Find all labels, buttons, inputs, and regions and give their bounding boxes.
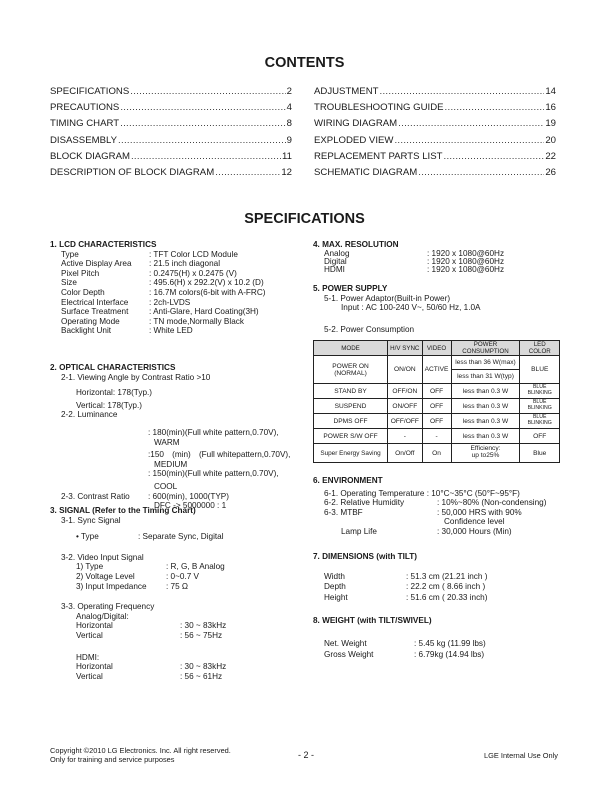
environment-section	[313, 476, 563, 537]
mode-cell: SUSPEND	[314, 399, 388, 414]
luminance-label: 2-2. Luminance	[61, 410, 118, 420]
signal-section	[50, 506, 312, 681]
toc-page: 2	[286, 86, 292, 97]
spec-value: : Separate Sync, Digital	[138, 532, 224, 542]
power-cell: less than 0.3 W	[451, 429, 520, 444]
spec-value: : 16.7M colors(6-bit with A-FRC)	[149, 287, 266, 297]
dimensions-section	[313, 552, 563, 603]
spec-key: Gross Weight	[324, 649, 374, 659]
toc-page: 20	[545, 134, 556, 146]
spec-key: Size	[61, 278, 77, 288]
spec-row	[324, 266, 563, 274]
spec-row	[324, 638, 563, 649]
spec-key: Surface Treatment	[61, 307, 129, 317]
viewing-angle: 2-1. Viewing Angle by Contrast Ratio >10	[61, 372, 211, 382]
toc-right	[314, 84, 556, 181]
spec-key: Electrical Interface	[61, 297, 129, 307]
sync-cell: ON/ON	[388, 356, 423, 384]
spec-value: : 10%~80% (Non-condensing)	[437, 498, 547, 508]
spec-key: Lamp Life	[341, 526, 377, 536]
power-consumption: 5-2. Power Consumption	[324, 324, 415, 334]
spec-key: 3) Input Impedance	[76, 581, 147, 591]
power-cell: less than 0.3 W	[451, 414, 520, 429]
mode-cell: POWER S/W OFF	[314, 429, 388, 444]
power-cell	[451, 444, 520, 463]
led-cell: BLUE	[520, 356, 560, 384]
luminance-warm: : 180(min)(Full white pattern,0.70V),	[148, 427, 279, 437]
video-cell: On	[422, 444, 451, 463]
toc-entry[interactable]	[50, 100, 292, 116]
toc-label: REPLACEMENT PARTS LIST	[314, 150, 443, 162]
efficiency-label: Efficiency:	[470, 445, 501, 453]
dimensions-heading: 7. DIMENSIONS (with TILT)	[313, 552, 418, 561]
spec-key: Color Depth	[61, 287, 105, 297]
spec-row	[61, 307, 312, 317]
efficiency-value: up to25%	[471, 452, 500, 459]
contents-title: CONTENTS	[264, 55, 345, 71]
spec-value: : 0.2475(H) x 0.2475 (V)	[149, 268, 237, 278]
power-cell: less than 0.3 W	[451, 399, 520, 414]
luminance-cool-label: COOL	[154, 481, 178, 491]
led-cell: Blue	[520, 444, 560, 463]
table-row	[314, 384, 560, 399]
spec-row	[61, 278, 312, 288]
sync-signal: 3-1. Sync Signal	[61, 515, 121, 525]
table-header: MODE	[314, 341, 388, 356]
mode-cell: Super Energy Saving	[314, 444, 388, 463]
spec-row	[50, 662, 312, 672]
toc-label: DISASSEMBLY	[50, 134, 118, 146]
led-cell: BLUE BLINKING	[520, 414, 560, 429]
toc-page: 14	[545, 86, 556, 97]
power-heading: 5. POWER SUPPLY	[313, 284, 388, 293]
toc-entry[interactable]	[50, 84, 292, 100]
spec-row	[61, 259, 312, 269]
toc-label: ADJUSTMENT	[314, 86, 379, 97]
environment-heading: 6. ENVIRONMENT	[313, 476, 383, 485]
spec-value: : 56 ~ 75Hz	[180, 630, 223, 640]
mode-cell: DPMS OFF	[314, 414, 388, 429]
spec-row	[313, 527, 563, 537]
spec-row	[313, 508, 563, 518]
toc-label: SPECIFICATIONS	[50, 86, 130, 97]
toc-entry[interactable]	[314, 149, 556, 165]
spec-value: : Anti-Glare, Hard Coating(3H)	[149, 307, 259, 317]
page-number: - 2 -	[297, 750, 314, 760]
led-cell: BLUE BLINKING	[520, 384, 560, 399]
signal-heading: 3. SIGNAL (Refer to the Timing Chart)	[50, 506, 196, 515]
mode-cell: POWER ON (NORMAL)	[314, 356, 388, 384]
toc-entry[interactable]	[314, 165, 556, 181]
spec-value: : 0~0.7 V	[166, 571, 200, 581]
table-row	[314, 399, 560, 414]
toc-label: TIMING CHART	[50, 118, 120, 130]
power-adaptor: 5-1. Power Adaptor(Built-in Power)	[324, 293, 451, 303]
spec-row	[61, 317, 312, 327]
mode-cell: STAND BY	[314, 384, 388, 399]
toc-left	[50, 84, 292, 181]
video-input: 3-2. Video Input Signal	[61, 552, 144, 562]
contrast-dfc: DFC -> 5000000 : 1	[154, 501, 227, 511]
video-cell: OFF	[422, 414, 451, 429]
optical-section	[50, 363, 312, 511]
resolution-heading: 4. MAX. RESOLUTION	[313, 240, 399, 249]
spec-value: : 1920 x 1080@60Hz	[427, 257, 505, 266]
table-row	[314, 429, 560, 444]
toc-label: WIRING DIAGRAM	[314, 118, 398, 130]
spec-row	[61, 288, 312, 298]
toc-page: 16	[545, 102, 556, 114]
spec-key: Horizontal	[76, 621, 113, 631]
led-cell: OFF	[520, 429, 560, 444]
spec-key: Analog	[324, 248, 350, 258]
luminance-warm-label: WARM	[154, 437, 180, 447]
sync-cell: -	[388, 429, 423, 444]
spec-key: Width	[324, 571, 345, 581]
spec-row	[324, 593, 563, 604]
spec-key: Backlight Unit	[61, 326, 112, 336]
toc-entry[interactable]	[314, 84, 556, 100]
spec-row	[61, 269, 312, 279]
spec-key: Vertical	[76, 630, 103, 640]
copyright-text: Copyright ©2010 LG Electronics. Inc. All right reserved.	[50, 746, 231, 755]
toc-page: 19	[545, 118, 556, 130]
toc-label: EXPLODED VIEW	[314, 134, 394, 146]
spec-value: : 2ch-LVDS	[149, 297, 191, 307]
toc-label: BLOCK DIAGRAM	[50, 150, 130, 162]
resolution-section	[313, 240, 563, 275]
spec-value: : 51.6 cm ( 20.33 inch)	[406, 592, 488, 602]
operating-temperature: 6-1. Operating Temperature : 10°C~35°C (50°F~95°F)	[324, 488, 520, 498]
video-cell: -	[422, 429, 451, 444]
spec-row	[61, 298, 312, 308]
luminance-medium: :150 (min) (Full whitepattern,0.70V),	[148, 450, 291, 460]
spec-row	[313, 498, 563, 508]
spec-value: : 6.79kg (14.94 lbs)	[414, 649, 485, 659]
spec-key: Depth	[324, 582, 346, 592]
spec-key: Type	[61, 249, 79, 259]
spec-value: : 50,000 HRS with 90%	[437, 507, 522, 517]
spec-row	[324, 649, 563, 660]
power-cell: less than 36 W(max)	[451, 356, 520, 370]
optical-heading: 2. OPTICAL CHARACTERISTICS	[50, 363, 176, 372]
toc-page: 8	[286, 118, 292, 130]
vertical-angle: Vertical: 178(Typ.)	[76, 400, 142, 410]
toc-label: SCHEMATIC DIAGRAM	[314, 167, 418, 179]
luminance-cool: : 150(min)(Full white pattern,0.70V),	[148, 469, 279, 479]
power-section	[313, 284, 563, 334]
spec-row	[76, 572, 312, 582]
spec-key: • Type	[76, 532, 99, 542]
toc-entry[interactable]	[50, 149, 292, 165]
spec-row	[61, 326, 312, 336]
spec-row	[76, 582, 312, 592]
toc-page: 4	[286, 102, 292, 114]
spec-value: : 600(min), 1000(TYP)	[148, 491, 229, 501]
luminance-medium-label: MEDIUM	[154, 459, 188, 469]
spec-key: 2-3. Contrast Ratio	[61, 491, 130, 501]
spec-key: Horizontal	[76, 662, 113, 672]
power-consumption-table	[313, 340, 560, 463]
toc-label: DESCRIPTION OF BLOCK DIAGRAM	[50, 167, 215, 179]
led-cell: BLUE BLINKING	[520, 399, 560, 414]
toc-label: TROUBLESHOOTING GUIDE	[314, 102, 444, 114]
horizontal-angle: Horizontal: 178(Typ.)	[76, 388, 152, 398]
spec-value: : 1920 x 1080@60Hz	[427, 265, 505, 275]
power-cell: less than 31 W(typ)	[451, 370, 520, 384]
video-cell: ACTIVE	[422, 356, 451, 384]
spec-value: : TN mode,Normally Black	[149, 316, 244, 326]
toc-page: 11	[282, 150, 292, 162]
table-header: LED COLOR	[520, 341, 560, 356]
table-row	[314, 414, 560, 429]
toc-page: 12	[281, 167, 292, 179]
spec-key: Digital	[324, 257, 347, 266]
spec-value: : White LED	[149, 326, 193, 336]
spec-value: : 30,000 Hours (Min)	[437, 526, 512, 536]
spec-key: Height	[324, 592, 348, 602]
toc-entry[interactable]	[314, 116, 556, 132]
toc-entry[interactable]	[314, 100, 556, 116]
spec-value: : 56 ~ 61Hz	[180, 671, 223, 681]
table-header-row	[314, 341, 560, 356]
toc-label: PRECAUTIONS	[50, 102, 120, 114]
spec-key: 1) Type	[76, 562, 104, 572]
spec-row	[324, 572, 563, 583]
spec-row	[76, 562, 312, 572]
training-text: Only for training and service purposes	[50, 754, 175, 764]
spec-value: : TFT Color LCD Module	[149, 249, 238, 259]
spec-value: : 21.5 inch diagonal	[149, 259, 221, 269]
toc-entry[interactable]	[50, 165, 292, 181]
spec-value: : 5.45 kg (11.99 lbs)	[414, 638, 486, 648]
table-header: POWER CONSUMPTION	[451, 341, 520, 356]
spec-row	[324, 582, 563, 593]
toc-entry[interactable]	[314, 133, 556, 149]
spec-value: : 75 Ω	[166, 581, 189, 591]
weight-section	[313, 616, 563, 660]
table-header: VIDEO	[422, 341, 451, 356]
lcd-section	[50, 240, 312, 336]
spec-key: 6-2. Relative Humidity	[324, 498, 405, 508]
spec-row	[61, 250, 312, 260]
table-row	[314, 356, 560, 370]
toc-page: 26	[545, 167, 556, 179]
spec-value: : 22.2 cm ( 8.66 inch )	[406, 582, 486, 592]
confidence-level: Confidence level	[444, 517, 505, 527]
spec-row	[50, 621, 312, 631]
sync-cell: OFF/ON	[388, 384, 423, 399]
spec-key: Pixel Pitch	[61, 268, 100, 278]
table-header: H/V SYNC	[388, 341, 423, 356]
toc-page: 9	[286, 134, 292, 146]
spec-value: : 51.3 cm (21.21 inch )	[406, 571, 488, 581]
sync-cell: ON/OFF	[388, 399, 423, 414]
spec-value: : R, G, B Analog	[166, 562, 225, 572]
sync-cell: OFF/OFF	[388, 414, 423, 429]
specifications-title: SPECIFICATIONS	[244, 211, 365, 227]
spec-value: : 495.6(H) x 292.2(V) x 10.2 (D)	[149, 278, 264, 288]
video-cell: OFF	[422, 384, 451, 399]
spec-key: Net. Weight	[324, 638, 367, 648]
power-input: Input : AC 100-240 V~, 50/60 Hz, 1.0A	[341, 303, 481, 313]
toc-entry[interactable]	[50, 133, 292, 149]
spec-key: 6-3. MTBF	[324, 507, 363, 517]
toc-page: 22	[545, 150, 556, 162]
spec-key: Vertical	[76, 671, 103, 681]
power-cell: less than 0.3 W	[451, 384, 520, 399]
spec-key: Active Display Area	[61, 259, 132, 269]
spec-value: : 1920 x 1080@60Hz	[427, 248, 505, 258]
spec-key: 2) Voltage Level	[76, 571, 135, 581]
weight-heading: 8. WEIGHT (with TILT/SWIVEL)	[313, 616, 432, 625]
toc-entry[interactable]	[50, 116, 292, 132]
spec-key: HDMI	[324, 265, 345, 275]
analog-digital-label: Analog/Digital:	[76, 611, 129, 621]
spec-key: Operating Mode	[61, 316, 120, 326]
spec-row	[50, 631, 312, 641]
sync-cell: On/Off	[388, 444, 423, 463]
spec-value: : 30 ~ 83kHz	[180, 621, 227, 631]
spec-value: : 30 ~ 83kHz	[180, 662, 227, 672]
hdmi-label: HDMI:	[76, 652, 100, 662]
sync-type-row	[50, 532, 312, 542]
internal-use-text: LGE Internal Use Only	[484, 751, 558, 760]
spec-row	[50, 672, 312, 682]
operating-frequency: 3-3. Operating Frequency	[61, 602, 155, 612]
table-row	[314, 444, 560, 463]
contrast-row	[50, 492, 312, 502]
footer-left	[50, 747, 270, 764]
video-cell: OFF	[422, 399, 451, 414]
lcd-heading: 1. LCD CHARACTERISTICS	[50, 240, 157, 249]
